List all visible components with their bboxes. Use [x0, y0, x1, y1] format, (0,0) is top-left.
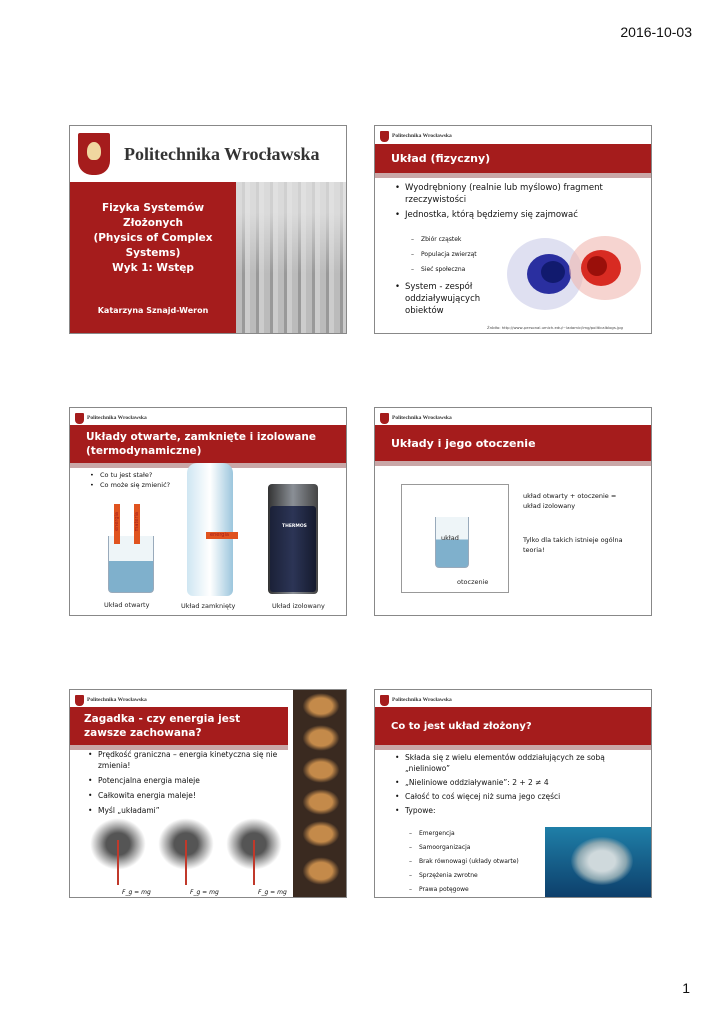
slide-heading: Układy i jego otoczenie	[375, 425, 651, 461]
slide-heading: Zagadka - czy energia jest zawsze zachowana?	[70, 707, 288, 745]
crest-icon	[380, 695, 389, 706]
energy-label-2: energia	[210, 532, 229, 538]
bullet-item: • Całkowita energia maleje!	[88, 790, 288, 801]
bullet-item: • Jednostka, którą będziemy się zajmować	[395, 209, 645, 221]
bullet-item: • Całość to coś więcej niż suma jego części	[395, 791, 645, 802]
page-number: 1	[682, 980, 690, 996]
sub-bullet-item: – Populacja zwierząt	[411, 247, 511, 262]
crest-icon	[380, 413, 389, 424]
image-source: Źródło: http://www-personal.umich.edu/~ladamic/img/politicalblogs.jpg	[487, 325, 623, 330]
cat-frame	[301, 856, 341, 886]
bullet-list-2	[395, 281, 500, 317]
political-blogs-network-image	[497, 230, 649, 322]
crest-icon	[75, 695, 84, 706]
eagle-crest-icon	[78, 133, 110, 175]
system-label: układ	[441, 534, 459, 542]
sub-bullet-list	[411, 232, 511, 277]
print-date: 2016-10-03	[620, 24, 692, 40]
title-line-1: Fizyka Systemów Złożonych	[101, 202, 205, 229]
bullet-list	[88, 749, 288, 816]
slide-title	[69, 125, 347, 334]
logo-text: Politechnika Wrocławska	[87, 415, 147, 421]
cat-frame	[301, 756, 341, 784]
energy-label: energia	[114, 512, 120, 531]
bullet-item: • Co może się zmienić?	[90, 480, 190, 490]
bullet-item: • Składa się z wielu elementów oddziałujących ze sobą „nieliniowo”	[395, 752, 645, 774]
slide-uklady-otoczenie	[374, 407, 652, 616]
cat-frame	[301, 692, 341, 720]
closed-bottle-image	[187, 463, 233, 596]
sub-bullet-item: – Sieć społeczna	[411, 262, 511, 277]
isolated-thermos-image	[268, 484, 318, 594]
bullet-list	[395, 752, 645, 816]
gravity-arrow	[185, 840, 187, 885]
university-name: Politechnika Wrocławska	[124, 143, 320, 164]
open-glass-image	[108, 536, 154, 593]
sub-bullet-item: – Samoorganizacja	[409, 841, 549, 855]
logo-text: Politechnika Wrocławska	[392, 133, 452, 139]
logo-text: Politechnika Wrocławska	[392, 697, 452, 703]
matter-label: materia	[134, 512, 140, 532]
sub-bullet-item: – Emergencja	[409, 827, 549, 841]
force-label: F_g = mg	[122, 889, 151, 896]
gravity-arrow	[117, 840, 119, 885]
environment-label: otoczenie	[457, 578, 489, 586]
bullet-list	[90, 470, 190, 490]
red-cluster	[569, 236, 641, 300]
cat-frame	[301, 724, 341, 752]
force-label: F_g = mg	[190, 889, 219, 896]
caption-open: Układ otwarty	[104, 601, 150, 609]
bullet-item: • Prędkość graniczna – energia kinetyczna się nie zmienia!	[88, 749, 288, 771]
falling-cat-sequence-image	[293, 690, 347, 898]
heading-stripe	[375, 461, 651, 466]
fish-school-image	[545, 827, 652, 897]
sub-bullet-item: – Brak równowagi (układy otwarte)	[409, 855, 549, 869]
slide-uklad-zlozony	[374, 689, 652, 898]
bullet-item: • Co tu jest stałe?	[90, 470, 190, 480]
building-photo	[236, 182, 347, 334]
bullet-item: • „Nieliniowe oddziaływanie”: 2 + 2 ≠ 4	[395, 777, 645, 788]
slide-heading: Układy otwarte, zamknięte i izolowane (termodynamiczne)	[70, 425, 346, 463]
cat-frame	[301, 788, 341, 816]
note-theory: Tylko dla takich istnieje ogólna teoria!	[523, 536, 623, 554]
sub-bullet-list	[409, 827, 549, 897]
slide-logo	[380, 130, 452, 142]
logo-text: Politechnika Wrocławska	[392, 415, 452, 421]
slide-zagadka	[69, 689, 347, 898]
crest-icon	[380, 131, 389, 142]
slide-logo	[380, 412, 452, 424]
glass-system-image	[435, 517, 469, 568]
thermos-brand: THERMOS	[282, 524, 307, 529]
bullet-item: • Typowe:	[395, 805, 645, 816]
note-isolated: układ otwarty + otoczenie = układ izolowany	[523, 492, 617, 510]
slide-heading: Co to jest układ złożony?	[375, 707, 651, 745]
caption-isolated: Układ izolowany	[272, 602, 325, 610]
gravity-arrow	[253, 840, 255, 885]
slide-logo	[380, 694, 452, 706]
slide-logo	[75, 412, 147, 424]
bullet-item: • System - zespół oddziaływujących obiektów	[395, 281, 500, 317]
sub-bullet-item: – Sprzężenia zwrotne	[409, 869, 549, 883]
bullet-list	[395, 182, 645, 221]
bullet-item: • Wyodrębniony (realnie lub myślowo) fragment rzeczywistości	[395, 182, 645, 206]
heading-stripe	[375, 173, 651, 178]
heading-stripe	[375, 745, 651, 750]
bullet-item: • Potencjalna energia maleje	[88, 775, 288, 786]
university-logo	[70, 126, 347, 182]
bullet-item: • Myśl „układami”	[88, 805, 288, 816]
lecture-title	[76, 201, 230, 276]
slide-heading: Układ (fizyczny)	[375, 144, 651, 173]
slide-uklad-fizyczny	[374, 125, 652, 334]
title-line-2: (Physics of Complex Systems)	[93, 232, 213, 259]
crest-icon	[75, 413, 84, 424]
force-label: F_g = mg	[258, 889, 287, 896]
cat-frame	[301, 820, 341, 848]
slide-logo	[75, 694, 147, 706]
logo-text: Politechnika Wrocławska	[87, 697, 147, 703]
author-name: Katarzyna Sznajd-Weron	[97, 306, 209, 315]
caption-closed: Układ zamknięty	[181, 602, 236, 610]
sub-bullet-item: – Zbiór cząstek	[411, 232, 511, 247]
title-line-3: Wyk 1: Wstęp	[112, 262, 194, 274]
sub-bullet-item: – Prawa potęgowe	[409, 883, 549, 897]
thermos-body	[270, 506, 316, 592]
slide-uklady-otwarte	[69, 407, 347, 616]
fish-school	[571, 837, 633, 885]
